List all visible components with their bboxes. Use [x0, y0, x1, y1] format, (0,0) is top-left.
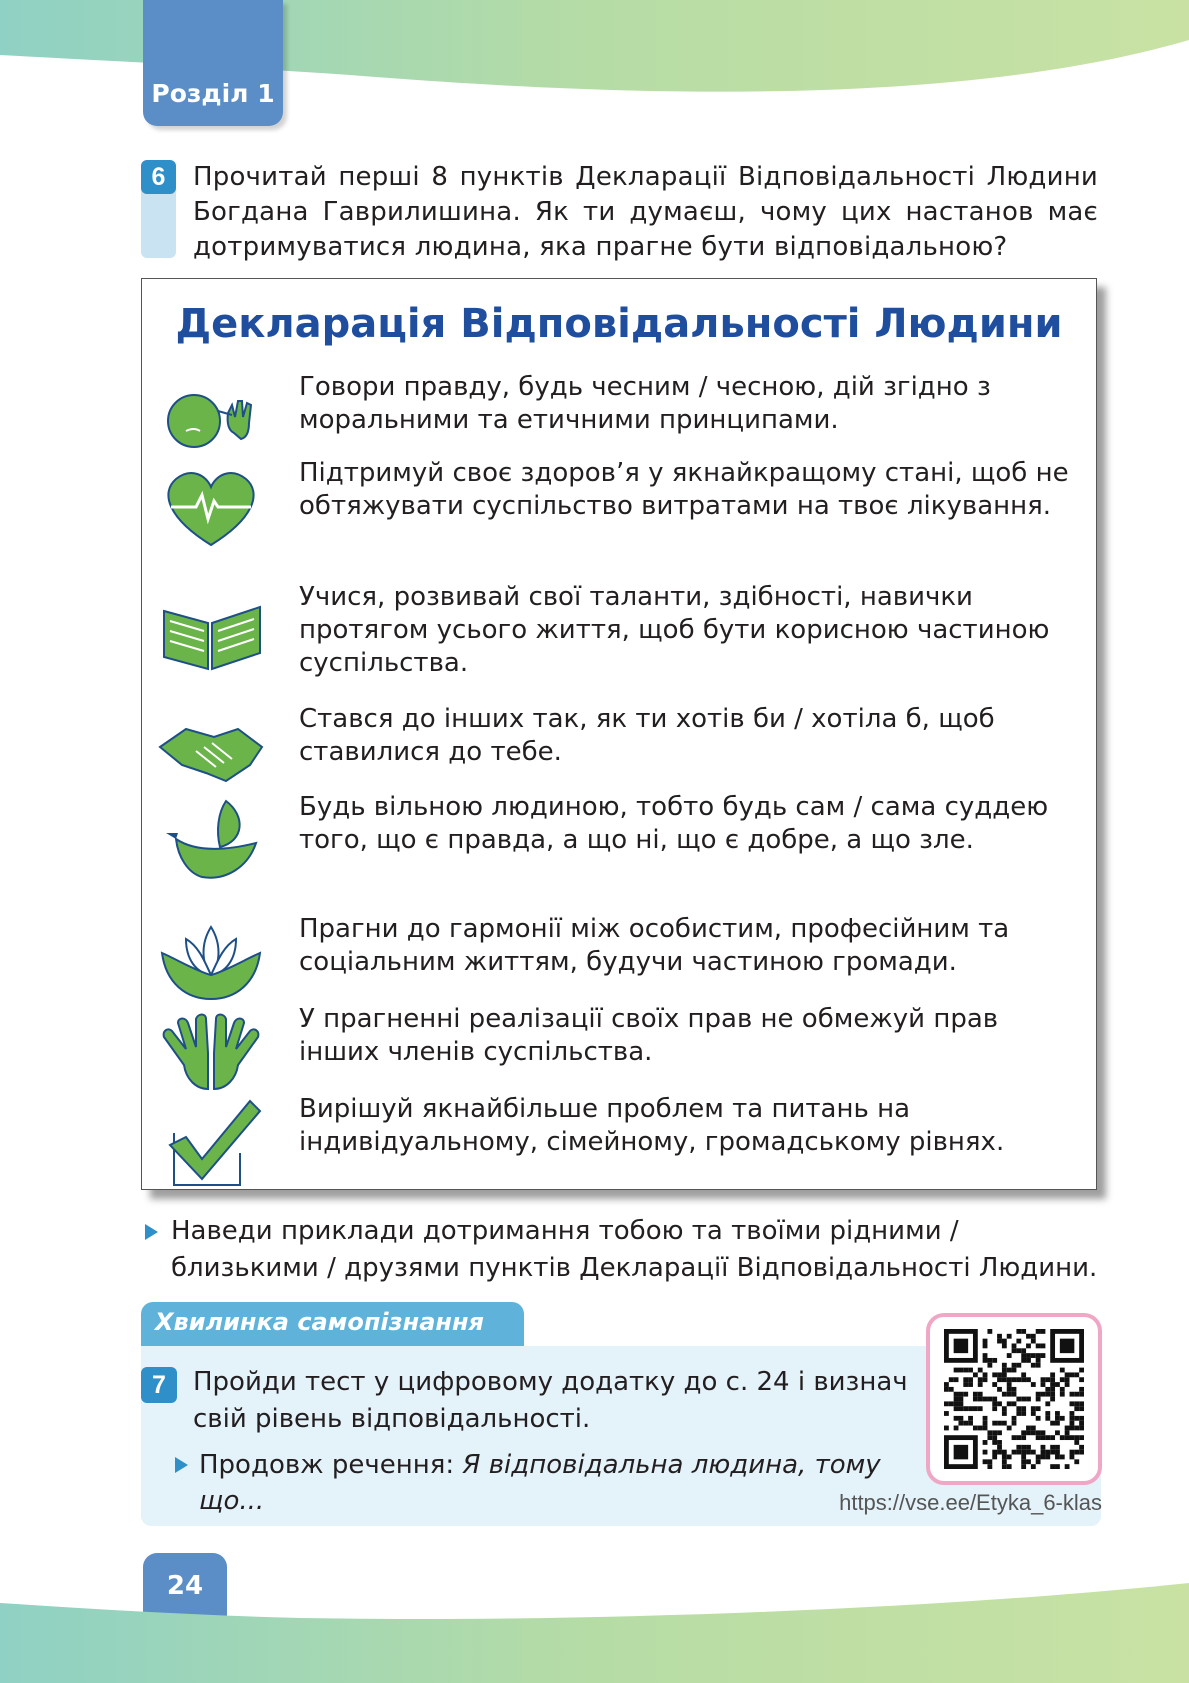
task-7-bullet-prefix: Продовж речення:: [199, 1450, 463, 1480]
declaration-box: [141, 278, 1097, 1190]
task-6-text: Прочитай перші 8 пунктів Декларації Відповідальності Людини Богдана Гаврилишина. Як ти думаєш, чому цих настанов має дотримуватися людина, яка прагне бути відповідальною?: [193, 162, 1098, 262]
task-7-number: 7: [141, 1367, 177, 1403]
task-6-number-badge: [141, 160, 176, 258]
task-7-bullet: [175, 1447, 895, 1519]
declaration-item-6-text: Прагни до гармонії між особистим, професійним та соціальним життям, будучи частиною громади.: [299, 914, 1010, 977]
page-number: 24: [166, 1571, 204, 1601]
declaration-item-2-text: Підтримуй своє здоров’я у якнайкращому стані, щоб не обтяжувати суспільство витратами на твоє лікування.: [299, 458, 1069, 521]
declaration-item-5-text: Будь вільною людиною, тобто будь сам / сама суддею того, що є правда, а що ні, що є добре, а що зле.: [299, 792, 1049, 855]
declaration-item-3-text: Учися, розвивай свої таланти, здібності, навички протягом усього життя, щоб бути корисною частиною суспільства.: [299, 582, 1050, 678]
declaration-item-4-text: Стався до інших так, як ти хотів би / хотіла б, щоб ставилися до тебе.: [299, 704, 995, 767]
follow-up-bullet: [141, 1213, 1101, 1287]
follow-up-text: Наведи приклади дотримання тобою та твоїми рідними / близькими / друзями пунктів Декларації Відповідальності Людини.: [171, 1216, 1098, 1283]
heart-pulse-icon: [156, 457, 266, 557]
declaration-item-7-text: У прагненні реалізації своїх прав не обмежуй прав інших членів суспільства.: [299, 1004, 999, 1067]
declaration-item-1-text: Говори правду, будь чесним / чесною, дій згідно з моральними та етичними принципами.: [299, 372, 991, 435]
qr-code-icon[interactable]: [944, 1329, 1084, 1469]
section-label: Розділ 1: [151, 79, 275, 108]
lotus-icon: [156, 913, 266, 1013]
task-7-text: Пройди тест у цифровому додатку до с. 24 і визнач свій рівень відповідальності.: [193, 1367, 908, 1434]
declaration-title: Декларація Відповідальності Людини: [175, 301, 1063, 347]
face-hand-icon: [156, 371, 266, 471]
qr-code-frame[interactable]: [926, 1313, 1102, 1485]
qr-url[interactable]: https://vse.ee/Etyka_6-klas: [839, 1490, 1102, 1515]
dove-icon: [156, 791, 266, 891]
checkmark-icon: [156, 1093, 266, 1193]
task-6-number: 6: [141, 160, 176, 194]
task-7-bullet-italic: Я відповідальна людина, тому що...: [199, 1450, 881, 1516]
self-knowledge-heading: Хвилинка самопізнання: [155, 1308, 484, 1336]
handshake-icon: [156, 703, 266, 803]
open-hands-icon: [156, 1003, 266, 1103]
bullet-triangle-icon: [175, 1457, 188, 1473]
section-tab: [143, 0, 283, 126]
bullet-triangle-icon: [145, 1224, 158, 1240]
self-knowledge-tab: [141, 1302, 524, 1346]
open-book-icon: [156, 581, 266, 681]
bottom-wave-decoration: [0, 1553, 1189, 1683]
declaration-item-8-text: Вирішуй якнайбільше проблем та питань на індивідуальному, сімейному, громадському рівнях.: [299, 1094, 1005, 1157]
